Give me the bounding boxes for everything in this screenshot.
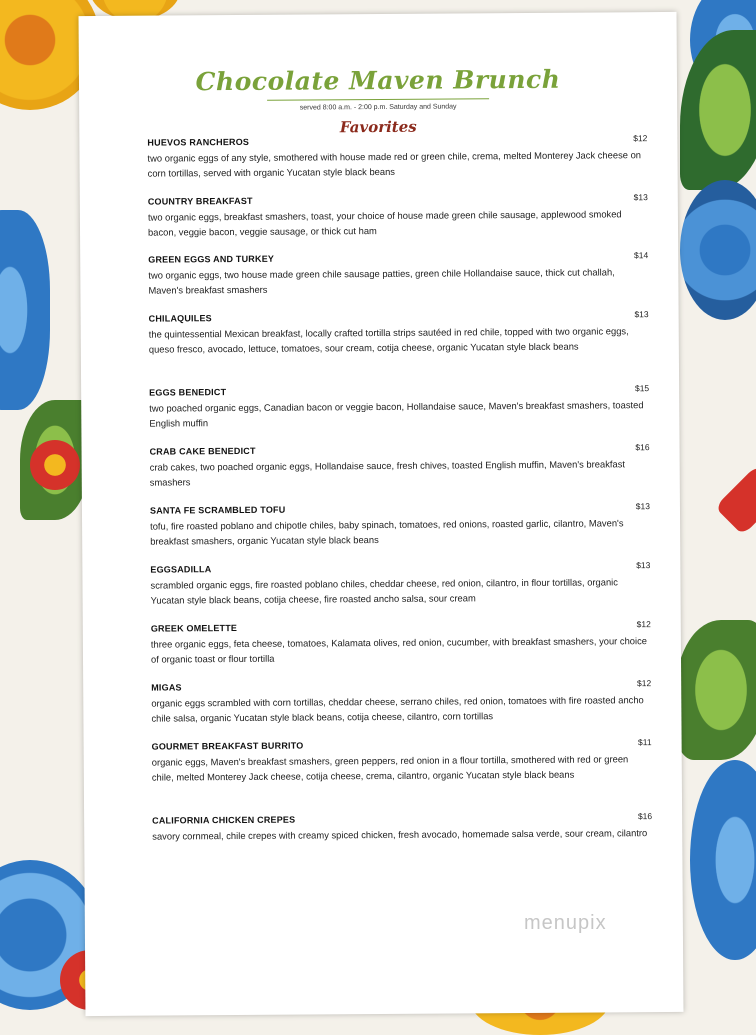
item-description: tofu, fire roasted poblano and chipotle chiles, baby spinach, tomatoes, red onions, roasted garlic, cilantro, Maven's breakfast smashers, organic Yucatan style black beans xyxy=(150,517,624,547)
item-price: $14 xyxy=(633,250,649,261)
menu-item xyxy=(150,501,650,548)
blue-flower-decoration xyxy=(690,760,756,960)
menupix-watermark: menupix xyxy=(524,912,607,934)
menu-item xyxy=(147,133,647,180)
menu-item xyxy=(148,192,648,239)
menu-item xyxy=(151,619,651,666)
item-price: $16 xyxy=(637,811,653,822)
item-description: two organic eggs, breakfast smashers, toast, your choice of house made green chile sausage, applewood smoked bacon, veggie bacon, veggie sausage, or thick cut ham xyxy=(147,208,622,238)
item-description: two organic eggs, two house made green chile sausage patties, green chile Hollandaise sauce, thick cut challah, Maven's breakfast smashers xyxy=(148,266,615,296)
menu-item xyxy=(148,250,648,297)
item-price: $16 xyxy=(635,442,650,453)
item-name: EGGSADILLA xyxy=(150,564,212,575)
menu-item xyxy=(149,309,649,356)
green-leaf-decoration xyxy=(676,620,756,760)
blue-flower-decoration xyxy=(0,210,50,410)
item-description: two organic eggs of any style, smothered with house made red or green chile, crema, melted Monterey Jack cheese on corn tortillas, served with organic Yucatan style black beans xyxy=(147,149,642,179)
menu-item xyxy=(152,811,652,843)
item-price: $13 xyxy=(633,192,648,203)
item-description: organic eggs, Maven's breakfast smashers, green peppers, red onion in a flour tortilla, smothered with red or green chile, melted Monterey Jack cheese, cotija cheese, crema, cilantro, organic Yucatan style black beans xyxy=(151,753,629,783)
item-price: $12 xyxy=(633,133,648,144)
item-price: $12 xyxy=(636,619,651,630)
item-name: EGGS BENEDICT xyxy=(149,387,227,398)
item-price: $13 xyxy=(635,501,650,512)
menu-item xyxy=(149,383,649,430)
item-name: CRAB CAKE BENEDICT xyxy=(149,445,256,457)
title-underline xyxy=(267,98,489,101)
menu-title: Chocolate Maven Brunch xyxy=(195,64,561,97)
item-name: GREEK OMELETTE xyxy=(150,623,238,634)
item-name: GOURMET BREAKFAST BURRITO xyxy=(151,740,304,752)
served-hours: served 8:00 a.m. - 2:00 p.m. Saturday and Sunday xyxy=(299,103,457,112)
item-name: COUNTRY BREAKFAST xyxy=(147,195,253,207)
menu-sheet xyxy=(79,12,684,1016)
section-heading-favorites: Favorites xyxy=(339,117,417,137)
item-price: $13 xyxy=(634,309,649,320)
menu-item xyxy=(150,560,650,607)
item-description: scrambled organic eggs, fire roasted poblano chiles, cheddar cheese, red onion, cilantro, in flour tortillas, organic Yucatan style black beans, cotija cheese, fire roasted ancho salsa, sour cream xyxy=(150,576,618,606)
menu-item xyxy=(150,442,650,489)
red-flower-decoration xyxy=(715,465,756,536)
item-price: $13 xyxy=(636,560,651,571)
red-flower-decoration xyxy=(30,440,80,490)
blue-flower-decoration xyxy=(680,180,756,320)
menu-item xyxy=(151,678,651,725)
menu-item xyxy=(152,737,652,784)
item-name: GREEN EGGS AND TURKEY xyxy=(148,253,275,265)
item-description: crab cakes, two poached organic eggs, Hollandaise sauce, fresh chives, toasted English muffin, Maven's breakfast smashers xyxy=(149,458,626,488)
item-description: the quintessential Mexican breakfast, locally crafted tortilla strips sautéed in red chile, topped with two organic eggs, queso fresco, avocado, lettuce, tomatoes, sour cream, cotija cheese, organic Yucatan style black beans xyxy=(148,325,629,355)
item-description: organic eggs scrambled with corn tortillas, cheddar cheese, serrano chiles, red onion, tomatoes with fire roasted ancho chile salsa, organic Yucatan style black beans, cotija cheese, cilantro, corn tortillas xyxy=(151,694,644,724)
item-name: MIGAS xyxy=(151,682,182,693)
item-description: two poached organic eggs, Canadian bacon or veggie bacon, Hollandaise sauce, Maven's breakfast smashers, toasted English muffin xyxy=(149,399,644,429)
item-description: savory cornmeal, chile crepes with creamy spiced chicken, fresh avocado, homemade salsa verde, sour cream, cilantro xyxy=(152,827,648,842)
item-name: CHILAQUILES xyxy=(148,313,212,324)
item-name: HUEVOS RANCHEROS xyxy=(147,136,250,148)
item-description: three organic eggs, feta cheese, tomatoes, Kalamata olives, red onion, cucumber, with breakfast smashers, your choice of organic toast or flour tortilla xyxy=(150,635,648,665)
item-name: SANTA FE SCRAMBLED TOFU xyxy=(149,504,286,516)
item-name: CALIFORNIA CHICKEN CREPES xyxy=(152,814,296,826)
item-price: $15 xyxy=(634,383,650,394)
item-price: $12 xyxy=(636,678,652,689)
item-price: $11 xyxy=(638,737,652,748)
